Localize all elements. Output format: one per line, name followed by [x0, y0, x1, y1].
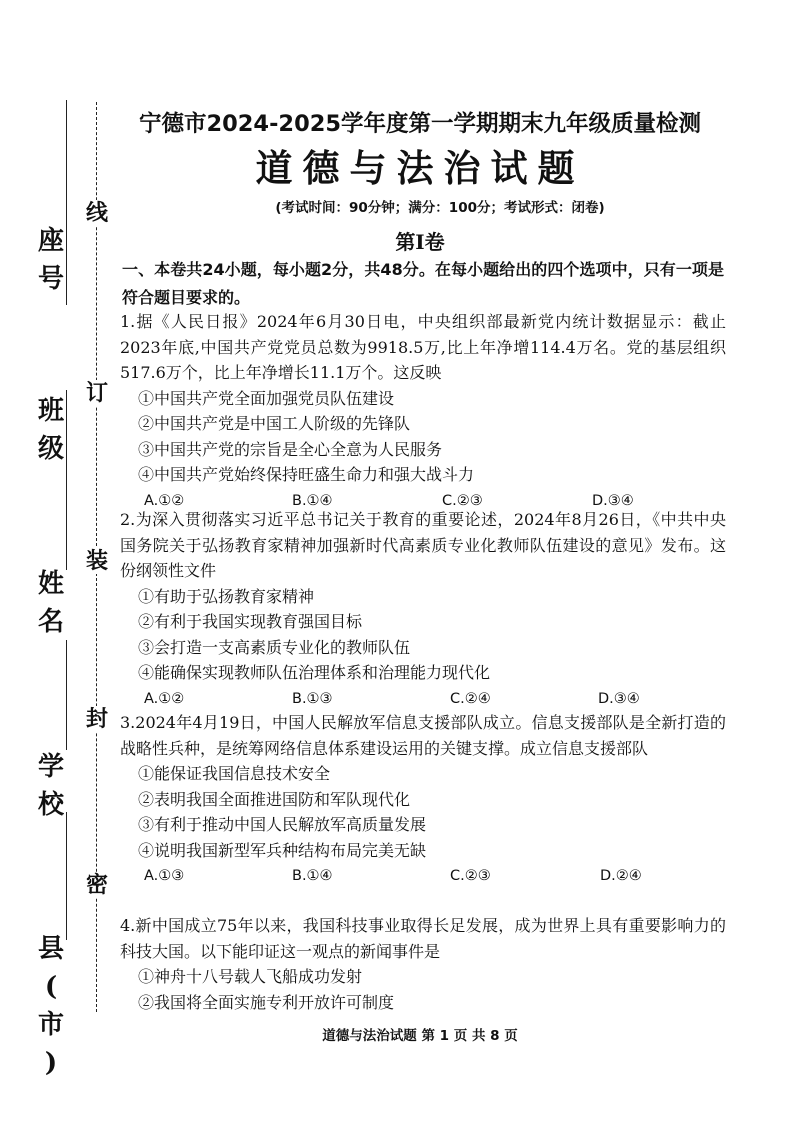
class-label	[34, 392, 68, 468]
statement-option: ③会打造一支高素质专业化的教师队伍	[138, 637, 411, 657]
question-stem: 4.新中国成立75年以来，我国科技事业取得长足发展，成为世界上具有重要影响力的科技大国。以下能印证这一观点的新闻事件是	[120, 916, 726, 961]
choice-c[interactable]: C.②③	[442, 492, 483, 509]
school-line[interactable]	[66, 812, 67, 940]
choice-d[interactable]: D.③④	[592, 492, 634, 509]
answer-choices	[120, 863, 726, 889]
statement-option: ①神舟十八号载人飞船成功发射	[138, 967, 363, 986]
statement-option: ④能确保实现教师队伍治理体系和治理能力现代化	[138, 663, 491, 682]
choice-c[interactable]: C.②③	[450, 868, 491, 884]
question-2	[120, 507, 726, 712]
exam-title: 宁德市2024-2025学年度第一学期期末九年级质量检测	[138, 111, 702, 137]
choice-d[interactable]: D.③④	[598, 690, 640, 707]
section-instructions: 一、本卷共24小题，每小题2分，共48分。在每小题给出的四个选项中，只有一项是符合题目要求的。	[122, 260, 724, 307]
statement-option: ②中国共产党是中国工人阶级的先锋队	[138, 414, 411, 433]
statement-option: ①有助于弘扬教育家精神	[138, 586, 315, 606]
exam-info: (考试时间：90分钟；满分：100分；考试形式：闭卷)	[275, 200, 605, 216]
field-label-class: 班 级	[37, 396, 64, 464]
question-3	[120, 710, 726, 889]
choice-a[interactable]: A.①②	[144, 690, 185, 707]
binding-mark-ding: 订	[85, 380, 108, 406]
statement-option: ④中国共产党始终保持旺盛生命力和强大战斗力	[138, 465, 475, 484]
statement-option: ④说明我国新型军兵种结构布局完美无缺	[138, 840, 427, 860]
statement-option: ③中国共产党的宗旨是全心全意为人民服务	[138, 439, 443, 459]
statement-option: ①能保证我国信息技术安全	[138, 764, 331, 783]
page-footer: 道德与法治试题 第 1 页 共 8 页	[322, 1028, 518, 1044]
name-label	[34, 565, 68, 641]
binding-mark-feng: 封	[85, 706, 108, 732]
field-label-county: 县 ( 市 )	[37, 934, 64, 1078]
question-1	[120, 309, 726, 514]
choice-a[interactable]: A.①②	[144, 492, 185, 509]
volume-label: 第Ⅰ卷	[395, 230, 445, 254]
question-stem: 3.2024年4月19日，中国人民解放军信息支援部队成立。信息支援部队是全新打造的战略性兵种，是统筹网络信息体系建设运用的关键支撑。成立信息支援部队	[120, 713, 726, 758]
statement-option: ②有利于我国实现教育强国目标	[138, 612, 363, 631]
choice-b[interactable]: B.①③	[292, 690, 333, 707]
subject-title: 道德与法治试题	[255, 146, 585, 190]
name-line[interactable]	[66, 640, 67, 750]
field-label-school: 学 校	[37, 752, 64, 820]
field-label-seat: 座 号	[37, 226, 64, 294]
binding-mark-zhuang: 装	[85, 548, 108, 574]
statement-option: ③有利于推动中国人民解放军高质量发展	[138, 815, 427, 834]
seat-number-label	[34, 222, 68, 298]
field-label-name: 姓 名	[37, 569, 64, 637]
binding-mark-xian: 线	[85, 200, 108, 226]
choice-c[interactable]: C.②④	[450, 690, 491, 707]
question-stem: 1.据《人民日报》2024年6月30日电，中央组织部最新党内统计数据显示：截止2023年底,中国共产党党员总数为9918.5万,比上年净增114.4万名。党的基层组织517.6万个，比上年净增长11.1万个。这反映	[120, 312, 726, 382]
statement-option: ①中国共产党全面加强党员队伍建设	[138, 388, 395, 408]
answer-choices	[120, 686, 726, 712]
statement-option: ②表明我国全面推进国防和军队现代化	[138, 789, 411, 809]
choice-b[interactable]: B.①④	[292, 492, 333, 509]
county-label	[34, 930, 68, 1082]
choice-d[interactable]: D.②④	[600, 868, 642, 884]
choice-b[interactable]: B.①④	[292, 868, 333, 884]
binding-mark-mi: 密	[85, 872, 108, 898]
question-4	[120, 913, 726, 1015]
statement-option: ②我国将全面实施专利开放许可制度	[138, 992, 395, 1012]
school-label	[34, 748, 68, 824]
question-stem: 2.为深入贯彻落实习近平总书记关于教育的重要论述，2024年8月26日，《中共中央 国务院关于弘扬教育家精神加强新时代高素质专业化教师队伍建设的意见》发布。这份纲领性文件	[120, 510, 726, 580]
choice-a[interactable]: A.①③	[144, 868, 185, 884]
